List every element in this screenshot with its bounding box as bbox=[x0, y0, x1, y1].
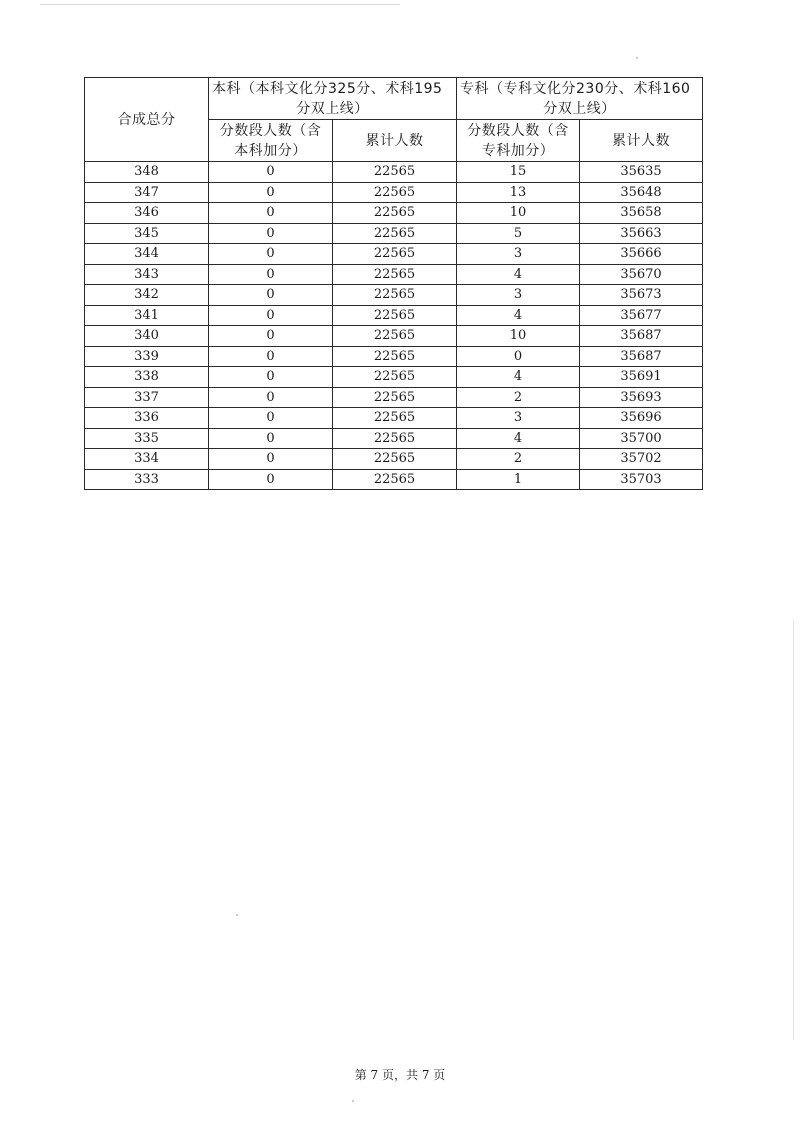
cell-junior-cumulative: 35670 bbox=[580, 264, 703, 285]
cell-undergrad-band: 0 bbox=[209, 305, 333, 326]
cell-junior-band: 10 bbox=[457, 326, 580, 347]
cell-score: 345 bbox=[85, 223, 209, 244]
cell-score: 343 bbox=[85, 264, 209, 285]
cell-junior-band: 5 bbox=[457, 223, 580, 244]
scan-speck bbox=[636, 57, 638, 59]
cell-junior-band: 3 bbox=[457, 285, 580, 306]
header-junior-band-line2: 专科加分） bbox=[481, 142, 555, 159]
page-footer: 第 7 页，共 7 页 bbox=[354, 1068, 446, 1082]
table-body bbox=[85, 162, 703, 490]
cell-junior-band: 1 bbox=[457, 469, 580, 490]
table-row bbox=[85, 182, 703, 203]
header-total-score: 合成总分 bbox=[85, 78, 209, 162]
cell-undergrad-cumulative: 22565 bbox=[333, 182, 457, 203]
cell-score: 347 bbox=[85, 182, 209, 203]
cell-undergrad-cumulative: 22565 bbox=[333, 264, 457, 285]
cell-score: 338 bbox=[85, 367, 209, 388]
table-row bbox=[85, 244, 703, 265]
cell-junior-cumulative: 35677 bbox=[580, 305, 703, 326]
cell-score: 344 bbox=[85, 244, 209, 265]
cell-junior-band: 2 bbox=[457, 387, 580, 408]
header-undergrad-band-line2: 本科加分） bbox=[234, 142, 307, 159]
cell-undergrad-cumulative: 22565 bbox=[333, 428, 457, 449]
table-header bbox=[85, 78, 703, 162]
cell-score: 334 bbox=[85, 449, 209, 470]
cell-score: 335 bbox=[85, 428, 209, 449]
scan-artifact-edge bbox=[793, 620, 794, 1040]
cell-undergrad-band: 0 bbox=[209, 449, 333, 470]
cell-score: 342 bbox=[85, 285, 209, 306]
cell-junior-cumulative: 35693 bbox=[580, 387, 703, 408]
cell-score: 348 bbox=[85, 162, 209, 183]
cell-undergrad-cumulative: 22565 bbox=[333, 162, 457, 183]
cell-undergrad-cumulative: 22565 bbox=[333, 285, 457, 306]
table-row bbox=[85, 305, 703, 326]
cell-score: 336 bbox=[85, 408, 209, 429]
cell-undergrad-band: 0 bbox=[209, 285, 333, 306]
table-row bbox=[85, 346, 703, 367]
table-row bbox=[85, 408, 703, 429]
scan-speck bbox=[236, 914, 238, 916]
cell-junior-cumulative: 35673 bbox=[580, 285, 703, 306]
cell-undergrad-band: 0 bbox=[209, 223, 333, 244]
cell-undergrad-cumulative: 22565 bbox=[333, 346, 457, 367]
cell-undergrad-cumulative: 22565 bbox=[333, 203, 457, 224]
cell-undergrad-cumulative: 22565 bbox=[333, 223, 457, 244]
cell-junior-cumulative: 35663 bbox=[580, 223, 703, 244]
cell-junior-band: 4 bbox=[457, 305, 580, 326]
header-undergrad-line2: 分双上线） bbox=[296, 100, 369, 117]
cell-junior-cumulative: 35703 bbox=[580, 469, 703, 490]
cell-junior-band: 0 bbox=[457, 346, 580, 367]
cell-undergrad-cumulative: 22565 bbox=[333, 305, 457, 326]
table-row bbox=[85, 203, 703, 224]
cell-undergrad-band: 0 bbox=[209, 387, 333, 408]
score-distribution-table bbox=[84, 77, 703, 490]
table-row bbox=[85, 285, 703, 306]
table-row bbox=[85, 264, 703, 285]
cell-junior-band: 4 bbox=[457, 367, 580, 388]
cell-undergrad-cumulative: 22565 bbox=[333, 326, 457, 347]
cell-junior-band: 3 bbox=[457, 408, 580, 429]
cell-undergrad-band: 0 bbox=[209, 428, 333, 449]
table-row bbox=[85, 387, 703, 408]
cell-junior-cumulative: 35666 bbox=[580, 244, 703, 265]
cell-undergrad-cumulative: 22565 bbox=[333, 408, 457, 429]
table-row bbox=[85, 367, 703, 388]
scan-artifact-line bbox=[40, 4, 400, 5]
cell-undergrad-band: 0 bbox=[209, 182, 333, 203]
header-undergrad-band-line1: 分数段人数（含 bbox=[219, 122, 322, 139]
cell-score: 341 bbox=[85, 305, 209, 326]
cell-undergrad-band: 0 bbox=[209, 408, 333, 429]
cell-undergrad-band: 0 bbox=[209, 264, 333, 285]
cell-junior-band: 15 bbox=[457, 162, 580, 183]
cell-junior-band: 2 bbox=[457, 449, 580, 470]
header-junior-line1: 专科（专科文化分230分、术科160 bbox=[460, 80, 691, 97]
cell-undergrad-cumulative: 22565 bbox=[333, 367, 457, 388]
header-undergrad-line1: 本科（本科文化分325分、术科195 bbox=[212, 80, 443, 97]
table-row bbox=[85, 469, 703, 490]
cell-junior-cumulative: 35658 bbox=[580, 203, 703, 224]
cell-junior-band: 3 bbox=[457, 244, 580, 265]
cell-undergrad-band: 0 bbox=[209, 244, 333, 265]
table-row bbox=[85, 326, 703, 347]
header-undergrad-cumulative: 累计人数 bbox=[333, 120, 457, 162]
cell-junior-cumulative: 35691 bbox=[580, 367, 703, 388]
cell-undergrad-band: 0 bbox=[209, 367, 333, 388]
header-junior-group bbox=[457, 78, 703, 120]
table-row bbox=[85, 223, 703, 244]
cell-undergrad-band: 0 bbox=[209, 203, 333, 224]
cell-junior-cumulative: 35635 bbox=[580, 162, 703, 183]
cell-junior-cumulative: 35702 bbox=[580, 449, 703, 470]
cell-undergrad-cumulative: 22565 bbox=[333, 244, 457, 265]
cell-junior-cumulative: 35648 bbox=[580, 182, 703, 203]
table-row bbox=[85, 449, 703, 470]
header-junior-line2: 分双上线） bbox=[543, 100, 616, 117]
header-junior-band-line1: 分数段人数（含 bbox=[467, 122, 569, 139]
cell-undergrad-cumulative: 22565 bbox=[333, 469, 457, 490]
cell-score: 333 bbox=[85, 469, 209, 490]
cell-junior-cumulative: 35696 bbox=[580, 408, 703, 429]
cell-junior-band: 4 bbox=[457, 428, 580, 449]
cell-undergrad-band: 0 bbox=[209, 346, 333, 367]
scan-speck bbox=[352, 1100, 354, 1102]
cell-score: 337 bbox=[85, 387, 209, 408]
cell-junior-cumulative: 35700 bbox=[580, 428, 703, 449]
cell-junior-cumulative: 35687 bbox=[580, 346, 703, 367]
cell-undergrad-cumulative: 22565 bbox=[333, 387, 457, 408]
header-undergrad-group bbox=[209, 78, 457, 120]
cell-undergrad-band: 0 bbox=[209, 162, 333, 183]
cell-junior-band: 4 bbox=[457, 264, 580, 285]
header-row-group bbox=[85, 78, 703, 120]
header-junior-band bbox=[457, 120, 580, 162]
table-row bbox=[85, 428, 703, 449]
cell-score: 346 bbox=[85, 203, 209, 224]
cell-score: 340 bbox=[85, 326, 209, 347]
cell-junior-band: 13 bbox=[457, 182, 580, 203]
header-junior-cumulative: 累计人数 bbox=[580, 120, 703, 162]
header-undergrad-band bbox=[209, 120, 333, 162]
cell-undergrad-band: 0 bbox=[209, 469, 333, 490]
cell-score: 339 bbox=[85, 346, 209, 367]
cell-junior-cumulative: 35687 bbox=[580, 326, 703, 347]
cell-undergrad-cumulative: 22565 bbox=[333, 449, 457, 470]
table-row bbox=[85, 162, 703, 183]
cell-undergrad-band: 0 bbox=[209, 326, 333, 347]
cell-junior-band: 10 bbox=[457, 203, 580, 224]
